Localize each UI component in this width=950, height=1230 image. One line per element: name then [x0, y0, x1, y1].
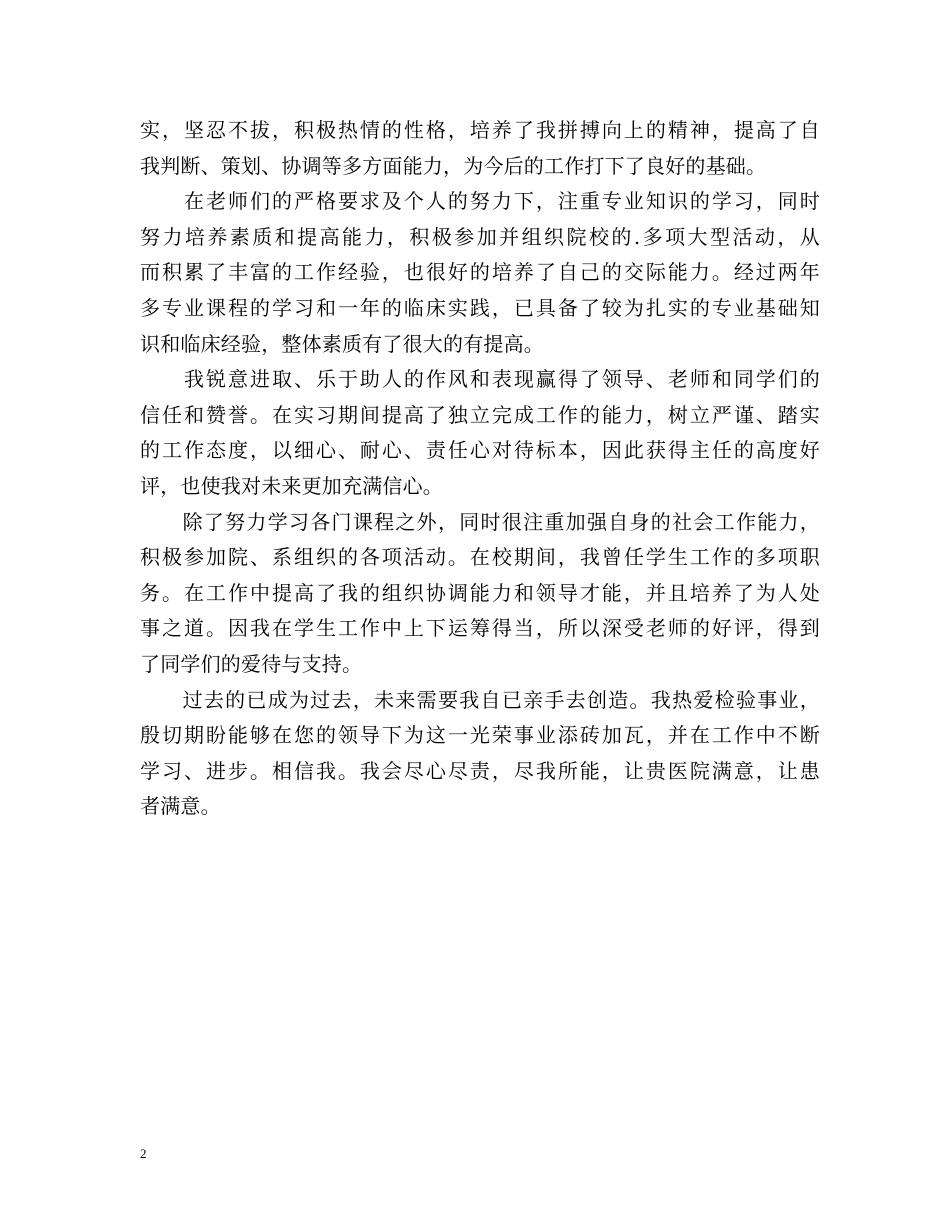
document-body [140, 113, 820, 825]
text-line: 积极参加院、系组织的各项活动。在校期间，我曾任学生工作的多项职 [140, 545, 820, 570]
text-line: 多专业课程的学习和一年的临床实践，已具备了较为扎实的专业基础知 [140, 295, 820, 320]
text-line: 者满意。 [140, 794, 221, 819]
text-line: 在老师们的严格要求及个人的努力下，注重专业知识的学习，同时 [140, 189, 820, 214]
text-line: 除了努力学习各门课程之外，同时很注重加强自身的社会工作能力， [140, 509, 820, 534]
text-line: 殷切期盼能够在您的领导下为这一光荣事业添砖加瓦，并在工作中不断 [140, 723, 820, 748]
text-line: 的工作态度，以细心、耐心、责任心对待标本，因此获得主任的高度好 [140, 438, 820, 463]
text-line: 努力培养素质和提高能力，积极参加并组织院校的.多项大型活动，从 [140, 224, 820, 249]
text-line: 了同学们的爱待与支持。 [140, 651, 363, 676]
text-line: 我锐意进取、乐于助人的作风和表现赢得了领导、老师和同学们的 [140, 367, 820, 392]
text-line: 识和临床经验，整体素质有了很大的有提高。 [140, 331, 544, 356]
text-line: 实，坚忍不拔，积极热情的性格，培养了我拼搏向上的精神，提高了自 [140, 118, 820, 142]
text-line: 我判断、策划、协调等多方面能力，为今后的工作打下了良好的基础。 [140, 153, 767, 178]
text-line: 信任和赞誉。在实习期间提高了独立完成工作的能力，树立严谨、踏实 [140, 402, 820, 427]
text-line: 评，也使我对未来更加充满信心。 [140, 473, 443, 498]
text-line: 过去的已成为过去，未来需要我自已亲手去创造。我热爱检验事业， [140, 687, 820, 712]
text-line: 务。在工作中提高了我的组织协调能力和领导才能，并且培养了为人处 [140, 580, 820, 605]
text-line: 而积累了丰富的工作经验，也很好的培养了自己的交际能力。经过两年 [140, 260, 820, 285]
page-number: 2 [140, 1146, 147, 1161]
text-line: 学习、进步。相信我。我会尽心尽责，尽我所能，让贵医院满意，让患 [140, 758, 820, 783]
text-line: 事之道。因我在学生工作中上下运筹得当，所以深受老师的好评，得到 [140, 616, 820, 641]
